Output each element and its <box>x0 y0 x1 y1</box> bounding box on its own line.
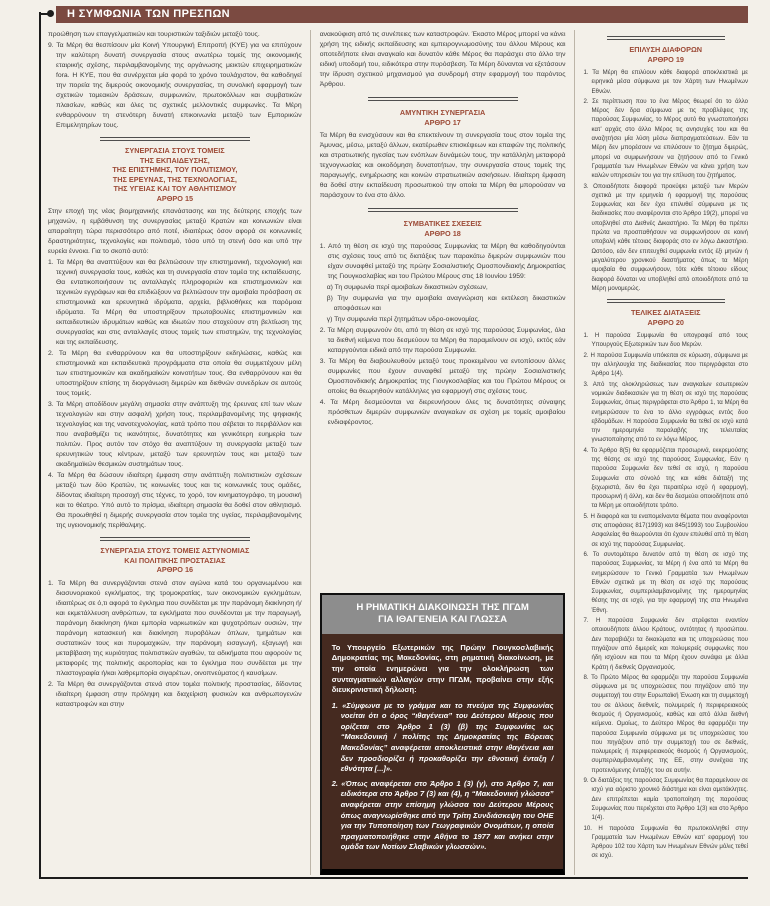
paragraph: προώθηση των επαγγελματικών και τουριστικών ταξιδιών μεταξύ τους. <box>48 31 260 38</box>
verbal-note-paragraph: Το Υπουργείο Εξωτερικών της Πρώην Γιουγκοσλαβικής Δημοκρατίας της Μακεδονίας, στη ρηματική διακοίνωση, με την οποία ενημερώνει για την ολοκλήρωση των συνταγματικών αλλαγών στην ΠΓΔΜ, προβαίνει στην εξής διευκρινιστική δήλωση: <box>331 642 554 695</box>
column-2 <box>313 30 573 875</box>
section-divider <box>368 208 518 212</box>
verbal-note-paragraph: 2. «Όπως αναφέρεται στο Άρθρο 1 (3) (γ), στο Άρθρο 7, και ειδικότερα στο Άρθρο 7 (3) και (4), η “Μακεδονική γλώσσα” αναφέρεται στην επίσημη γλώσσα του Δεύτερου Μέρους όπως αναγνωρίσθηκε από την Τρίτη Συνδιάσκεψη του ΟΗΕ για την Τυποποίηση των Γεωγραφικών Ονομάτων, η οποία πραγματοποιήθηκε στην Αθήνα το 1977 και ανήκει στην ομάδα των Νοτίων Σλαβικών γλωσσών». <box>331 778 554 852</box>
paragraph: ανακούφιση από τις συνέπειες των καταστροφών. Έκαστο Μέρος μπορεί να κάνει χρήση της ειδικής εκπαίδευσης και εμπειρογνωμοσύνης του άλλου Μέρους και οποτεδήποτε είναι αναγκαίο και δυνατόν κάθε Μέρος θα παράσχει στο άλλο την ειδική υποδομή του, ειδικότερα στην πυρόσβεση. Τα Μέρη δύνανται να εξετάσουν την ίδρυση σχετικού μηχανισμού για συνδρομή στην εφαρμογή του παρόντος Άρθρου. <box>319 31 566 88</box>
paragraph: 1. Τα Μέρη θα συνεργάζονται στενά στον αγώνα κατά του οργανωμένου και διασυνοριακού εγκλήματος, της τρομοκρατίας, των οικονομικών εγκλημάτων, ιδιαιτέρως σε ό,τι αφορά το έγκλημα που συνδέεται με την παράνομη διακίνηση ή/ και εκμετάλλευση ανθρώπων, τα εγκλήματα που συνδέονται με την παραγωγή, παράνομη διακίνηση ή/και εμπορία ναρκωτικών και ψυχοτρόπων ουσιών, την παράνομη κατασκευή και διακίνηση πυροβόλων όπλων, τμημάτων και συστατικών τους και πυρομαχικών, την παράνομη εισαγωγή, εξαγωγή και μεταβίβαση της κυριότητας πολιτιστικών αγαθών, τα αδικήματα που αφορούν τις μεταφορές της πολιτικής αεροπορίας και το έγκλημα που συνδέεται με την πλαστογραφία ή/και λαθρεμπορία σιγαρέτων, οινοπνεύματος ή καυσίμων. <box>48 579 302 677</box>
paragraph: 2. Σε περίπτωση που το ένα Μέρος θεωρεί ότι το άλλο Μέρος δεν δρα σύμφωνα με τις προβλέψεις της παρούσας Συμφωνίας, το Μέρος αυτό θα γνωστοποιήσει κατ’ αρχάς στο άλλο Μέρος τις ανησυχίες του και θα αναζητήσει μία λύση μέσω διαπραγματεύσεων. Εάν τα Μέρη δεν μπορέσουν να επιλύσουν το ζήτημα διμερώς, μπορεί να συμφωνήσουν να ζητήσουν από το Γενικό Γραμματέα των Ηνωμένων Εθνών να κάνει χρήση των καλών υπηρεσιών του για την επίλυση του ζητήματος. <box>583 97 748 180</box>
section-heading: ΣΥΝΕΡΓΑΣΙΑ ΣΤΟΥΣ ΤΟΜΕΙΣ ΤΗΣ ΕΚΠΑΙΔΕΥΣΗΣ, ΤΗΣ ΕΠΙΣΤΗΜΗΣ, ΤΟΥ ΠΟΛΙΤΙΣΜΟΥ, ΤΗΣ ΕΡΕΥΝΑΣ, ΤΗΣ ΤΕΧΝΟΛΟΓΙΑΣ, ΤΗΣ ΥΓΕΙΑΣ ΚΑΙ ΤΟΥ ΑΘΛΗΤΙΣΜΟΥ ΑΡΘΡΟ 15 <box>112 146 238 203</box>
paragraph: β) Την συμφωνία για την αμοιβαία αναγνώριση και εκτέλεση δικαστικών αποφάσεων και <box>326 295 566 312</box>
paragraph: Στην εποχή της νέας βιομηχανικής επανάστασης και της δεύτερης εποχής των μηχανών, η εμβάθυνση της συνεργασίας μεταξύ Κρατών και κοινωνιών είναι απαραίτητη τώρα περισσότερο από ποτέ, ιδιαιτέρως όσον αφορά σε κοινωνικές δραστηριότητες, τεχνολογίες και πολιτισμό, τόσο υπό τη στενή όσο και υπό την ευρεία έννοια. Για το σκοπό αυτό: <box>48 208 302 255</box>
bottom-rule-line <box>39 877 748 879</box>
paragraph: 9. Οι διατάξεις της παρούσας Συμφωνίας θα παραμείνουν σε ισχύ για αόριστο χρονικό διάστημα και είναι αμετάκλητες. Δεν επιτρέπεται καμία τροποποίηση της παρούσας Συμφωνίας που περιέχεται στο Άρθρο 1(3) και στο Άρθρο 1(4). <box>583 777 748 822</box>
verbal-note-title: Η ΡΗΜΑΤΙΚΗ ΔΙΑΚΟΙΝΩΣΗ ΤΗΣ ΠΓΔΜ ΓΙΑ ΙΘΑΓΕΝΕΙΑ ΚΑΙ ΓΛΩΣΣΑ <box>322 595 564 634</box>
paragraph: 5. Η διαφορά και τα εναπομείναντα θέματα που αναφέρονται στις αποφάσεις 817(1993) και 845(1993) του Συμβουλίου Ασφαλείας θα θεωρούνται ότι έχουν επιλυθεί από τη θέση σε ισχύ της παρούσας Συμφωνίας. <box>583 512 748 548</box>
title-bullet-icon <box>47 10 54 17</box>
left-rule-line <box>39 12 41 879</box>
column-divider-rule <box>310 30 311 875</box>
column-divider-rule <box>574 30 575 875</box>
section-divider <box>368 97 518 101</box>
paragraph: α) Τη συμφωνία περί αμοιβαίων δικαστικών σχέσεων, <box>326 284 488 291</box>
paragraph: 1. Η παρούσα Συμφωνία θα υπογραφεί από τους Υπουργούς Εξωτερικών των δυο Μερών. <box>583 332 748 349</box>
paragraph: γ) Την συμφωνία περί ζητημάτων υδρο-οικονομίας. <box>326 316 480 323</box>
paragraph: 9. Τα Μέρη θα θεσπίσουν μία Κοινή Υπουργική Επιτροπή (ΚΥΕ) για να επιτύχουν την καλύτερη δυνατή συνεργασία στους ανωτέρω τομείς της οικονομικής εταιρικής σχέσης, περιλαμβανομένης της οργάνωσης μεικτών επιχειρηματικών fora. Η ΚΥΕ, που θα συνέρχεται μία φορά το χρόνο τουλάχιστον, θα καθοδηγεί την πορεία της διμερούς οικονομικής συνεργασίας, τη συνολική εφαρμογή των σχετικών τομεακών δράσεων, συμφωνιών, πρωτοκόλλων και συμβατικών πλαισίων, καθώς και όλες τις σχετικές μελλοντικές συμφωνίες. Τα Μέρη ενθαρρύνουν τη στενότερη δυνατή επικοινωνία μεταξύ των Εμπορικών Επιμελητηρίων τους. <box>48 42 302 129</box>
paragraph: 2. Τα Μέρη θα ενθαρρύνουν και θα υποστηρίξουν εκδηλώσεις, καθώς και επιστημονικά και εκπαιδευτικά προγράμματα στα οποία θα συμμετέχουν μέλη των επιστημονικών και ακαδημαϊκών κοινοτήτων τους. Θα ενθαρρύνουν και θα υποστηρίζουν επίσης τη διοργάνωση διμερών και διεθνών συνεδρίων σε αυτούς τους τομείς. <box>48 350 302 397</box>
paragraph: 4. Το Άρθρο 8(5) θα εφαρμόζεται προσωρινά, εκκρεμούσης της θέσης σε ισχύ της παρούσας Συμφωνίας. Εάν η παρούσα Συμφωνία δεν τεθεί σε ισχύ, η παρούσα Συμφωνία στο σύνολό της και κάθε διάταξή της ξεχωριστά, δεν θα έχει περαιτέρω ισχύ ή εφαρμογή, προσωρινή ή άλλη, και δεν θα δεσμεύει οποιοδήποτε από τα Μέρη με οποιοδήποτε τρόπο. <box>583 446 748 510</box>
section-divider <box>607 299 725 303</box>
paragraph: 3. Τα Μέρη θα διαβουλευθούν μεταξύ τους προκειμένου να εντοπίσουν άλλες συμφωνίες που έχουν συναφθεί μεταξύ της πρώην Σοσιαλιστικής Ομοσπονδιακής Δημοκρατίας της Γιουγκοσλαβίας και του Πρώτου Μέρους οι οποίες θα θεωρηθούν κατάλληλες για εφαρμογή στις σχέσεις τους. <box>319 358 566 395</box>
paragraph: 10. Η παρούσα Συμφωνία θα πρωτοκολληθεί στην Γραμματεία των Ηνωμένων Εθνών κατ’ εφαρμογή του Άρθρου 102 του Χάρτη των Ηνωμένων Εθνών μόλις τεθεί σε ισχύ. <box>583 824 748 860</box>
section-heading: ΕΠΙΛΥΣΗ ΔΙΑΦΟΡΩΝ ΑΡΘΡΟ 19 <box>629 45 703 64</box>
paragraph: 8. Το Πρώτο Μέρος θα εφαρμόζει την παρούσα Συμφωνία σύμφωνα με τις υποχρεώσεις που πηγάζουν από την συμμετοχή του στην Ευρωπαϊκή Ένωση και τη συμμετοχή του σε άλλους διεθνείς, πολυμερείς ή περιφερειακούς θεσμούς ή Οργανισμούς, καθώς και από άλλα διεθνή κείμενα. Ομοίως, το Δεύτερο Μέρος θα εφαρμόζει την παρούσα Συμφωνία σύμφωνα με τις υποχρεώσεις του που πηγάζουν από την συμμετοχή του σε διεθνείς, πολυμερείς ή περιφερειακούς θεσμούς ή Οργανισμούς, συμπεριλαμβανομένης της ΕΕ, στην συνέχεια της προτεινόμενης ένταξής του σε αυτήν. <box>583 673 748 774</box>
section-divider <box>100 537 250 541</box>
paragraph: 3. Τα Μέρη αποδίδουν μεγάλη σημασία στην ανάπτυξη της έρευνας επί των νέων τεχνολογιών και στην ασφαλή χρήση τους, περιλαμβανομένης της ψηφιακής τεχνολογίας και της νανοτεχνολογίας, κατά τρόπο που σέβεται το περιβάλλον και που αναβαθμίζει τις ικανότητες, δυνατότητες και γενικότερη ευημερία των πολιτών. Προς αυτόν τον στόχο θα αναπτύξουν τη συνεργασία μεταξύ των ερευνητικών τους κέντρων, μεταξύ των ερευνητών τους και μεταξύ των ακαδημαϊκών θεσμικών συστημάτων τους. <box>48 401 302 468</box>
paragraph: 3. Από της ολοκληρώσεως των αναγκαίων εσωτερικών νομικών διαδικασιών για τη θέση σε ισχύ της παρούσας Συμφωνίας, όπως περιγράφεται στο Άρθρο 1, τα Μέρη θα ενημερώσουν το ένα το άλλο εγγράφως εντός δυο εβδομάδων. Η παρούσα Συμφωνία θα τεθεί σε ισχύ κατά την ημερομηνία παραλαβής της τελευταίας γνωστοποίησης από το εν λόγω Μέρος. <box>583 380 748 444</box>
paragraph: 3. Οποιαδήποτε διαφορά προκύψει μεταξύ των Μερών σχετικά με την ερμηνεία ή εφαρμογή της παρούσας Συμφωνίας και δεν έχει επιλυθεί σύμφωνα με τις διαδικασίες που αναφέρονται στο Άρθρο 19(2), μπορεί να υποβληθεί στο Διεθνές Δικαστήριο. Τα Μέρη θα πρέπει πρώτα να προσπαθήσουν να συμφωνήσουν σε κοινή υποβολή κάθε τέτοιας διαφοράς στο εν λόγω Δικαστήριο. Ωστόσο, εάν δεν επιτευχθεί συμφωνία εντός έξι μηνών ή μεγαλύτερου χρονικού διαστήματος όπως τα Μέρη αμοιβαία θα συμφωνήσουν, τότε κάθε τέτοιου είδους διαφορά δύναται να υποβληθεί από οποιοδήποτε από τα Μέρη μονομερώς. <box>583 182 748 292</box>
paragraph: 1. Τα Μέρη θα επιλύουν κάθε διαφορά αποκλειστικά με ειρηνικά μέσα σύμφωνα με τον Χάρτη των Ηνωμένων Εθνών. <box>583 69 748 95</box>
paragraph: 1. Από τη θέση σε ισχύ της παρούσας Συμφωνίας τα Μέρη θα καθοδηγούνται στις σχέσεις τους από τις διατάξεις των παρακάτω διμερών συμφωνιών που είχαν συναφθεί μεταξύ της πρώην Σοσιαλιστικής Ομοσπονδιακής Δημοκρατίας της Γιουγκοσλαβίας και του Πρώτου Μέρους στις 18 Ιουνίου 1959: <box>319 243 566 280</box>
page-title: Η ΣΥΜΦΩΝΙΑ ΤΩΝ ΠΡΕΣΠΩΝ <box>56 6 748 23</box>
paragraph: 4. Τα Μέρη θα δώσουν ιδιαίτερη έμφαση στην ανάπτυξη πολιτιστικών σχέσεων μεταξύ των δύο Κρατών, τις κοινωνίες τους και τις κοινωνικές τους ομάδες, δίδοντας ιδιαίτερη προσοχή στις τέχνες, το χορό, τον κινηματογράφο, τη μουσική και το θέατρο. Υπό αυτό το πρίσμα, ιδιαίτερη σημασία θα δοθεί στον αθλητισμό. Θα προωθηθεί η διμερής συνεργασία στον τομέα της υγείας, περιλαμβανομένης της υγειονομικής περίθαλψης. <box>48 472 302 529</box>
column-1 <box>48 30 308 875</box>
paragraph: 4. Τα Μέρη δεσμεύονται να διερευνήσουν όλες τις δυνατότητες σύναψης πρόσθετων διμερών συμφωνιών αναγκαίων σε σχέση με τομείς αμοιβαίου ενδιαφέροντος. <box>319 399 566 426</box>
section-heading: ΣΥΝΕΡΓΑΣΙΑ ΣΤΟΥΣ ΤΟΜΕΙΣ ΑΣΤΥΝΟΜΙΑΣ ΚΑΙ ΠΟΛΙΤΙΚΗΣ ΠΡΟΣΤΑΣΙΑΣ ΑΡΘΡΟ 16 <box>100 546 250 574</box>
verbal-note-body <box>322 634 564 869</box>
paragraph: 6. Το συντομότερο δυνατόν από τη θέση σε ισχύ της παρούσας Συμφωνίας, τα Μέρη ή ένα από τα Μέρη θα ενημερώσουν το Γενικό Γραμματέα των Ηνωμένων Εθνών σχετικά με τη θέση σε ισχύ της παρούσας Συμφωνίας, συμπεριλαμβανομένης της ημερομηνίας θέσης της σε ισχύ, για την εφαρμογή της στα Ηνωμένα Έθνη. <box>583 550 748 614</box>
section-heading: ΣΥΜΒΑΤΙΚΕΣ ΣΧΕΣΕΙΣ ΑΡΘΡΟ 18 <box>403 219 482 238</box>
paragraph: 2. Τα Μέρη συμφωνούν ότι, από τη θέση σε ισχύ της παρούσας Συμφωνίας, όλα τα διεθνή κείμενα που δεσμεύουν τα Μέρη θα παραμείνουν σε ισχύ, εκτός εάν καταργούνται ειδικά από την παρούσα Συμφωνία. <box>319 327 566 354</box>
verbal-note-box <box>320 593 566 875</box>
section-divider <box>100 137 250 141</box>
paragraph: 1. Τα Μέρη θα αναπτύξουν και θα βελτιώσουν την επιστημονική, τεχνολογική και τεχνική συνεργασία τους, καθώς και τη συνεργασία στον τομέα της εκπαίδευσης. Θα εντατικοποιήσουν τις ανταλλαγές πληροφοριών και επιστημονικών και τεχνικών εγγράφων και θα επιδιώξουν να βελτιώσουν την αμοιβαία πρόσβαση σε επιστημονικά και ερευνητικά ιδρύματα, αρχεία, βιβλιοθήκες και παρόμοια ιδρύματα. Τα Μέρη θα υποστηρίξουν πρωτοβουλίες επιστημονικών και εκπαιδευτικών ιδρυμάτων καθώς και ιδιωτών που στοχεύουν στη βελτίωση της συνεργασίας και στις ανταλλαγές στους τομείς των επιστημών, της τεχνολογίας και της εκπαίδευσης. <box>48 259 302 346</box>
article-body <box>48 30 748 875</box>
paragraph: 7. Η παρούσα Συμφωνία δεν στρέφεται εναντίον οποιουδήποτε άλλου Κράτους, οντότητας ή προσώπου. Δεν παραβιάζει τα δικαιώματα και τις υποχρεώσεις που πηγάζουν από διμερείς και πολυμερείς συμφωνίες που ήδη ισχύουν και που τα Μέρη έχουν συνάψει με άλλα Κράτη ή διεθνείς Οργανισμούς. <box>583 617 748 671</box>
section-divider <box>607 36 725 40</box>
verbal-note-paragraph: 1. «Σύμφωνα με το γράμμα και το πνεύμα της Συμφωνίας νοείται ότι ο όρος “ιθαγένεια” του Δεύτερου Μέρους που ορίζεται στο Άρθρο 1 (3) (β) της Συμφωνίας ως “Μακεδονική / πολίτης της Δημοκρατίας της Βόρειας Μακεδονίας” αναφέρεται αποκλειστικά στην ιθαγένεια και δεν προσδιορίζει ή προκαθορίζει την εθνοτική ένταξη / εθνότητα [...]». <box>331 700 554 774</box>
paragraph: Τα Μέρη θα ενισχύσουν και θα επεκτείνουν τη συνεργασία τους στον τομέα της Άμυνας, μέσω, μεταξύ άλλων, εκατέρωθεν επισκέψεων και επαφών της πολιτικής και στρατιωτικής ηγεσίας των ενόπλων δυνάμεών τους, την κατάλληλη μεταφορά τεχνογνωσίας και οικοδόμηση δυνατοτήτων, την συνεργασία στους τομείς της παραγωγής, ενημέρωσης και κοινών στρατιωτικών ασκήσεων. Ιδιαίτερη έμφαση θα δοθεί στην εκπαίδευση προσωπικού την οποία τα Μέρη θα μπορούσαν να παράσχουν το ένα στο άλλο. <box>319 132 566 199</box>
section-heading: ΤΕΛΙΚΕΣ ΔΙΑΤΑΞΕΙΣ ΑΡΘΡΟ 20 <box>630 308 701 327</box>
paragraph: 2. Τα Μέρη θα συνεργάζονται στενά στον τομέα πολιτικής προστασίας, δίδοντας ιδιαίτερη έμφαση στην πρόληψη και διαχείριση φυσικών και ανθρωπογενών καταστροφών και στην <box>48 680 302 708</box>
column-3 <box>577 30 748 875</box>
paragraph: 2. Η παρούσα Συμφωνία υπόκειται σε κύρωση, σύμφωνα με την αλληλουχία της διαδικασίας που περιγράφεται στο Άρθρο 1(4). <box>583 351 748 378</box>
section-heading: ΑΜΥΝΤΙΚΗ ΣΥΝΕΡΓΑΣΙΑ ΑΡΘΡΟ 17 <box>399 108 486 127</box>
